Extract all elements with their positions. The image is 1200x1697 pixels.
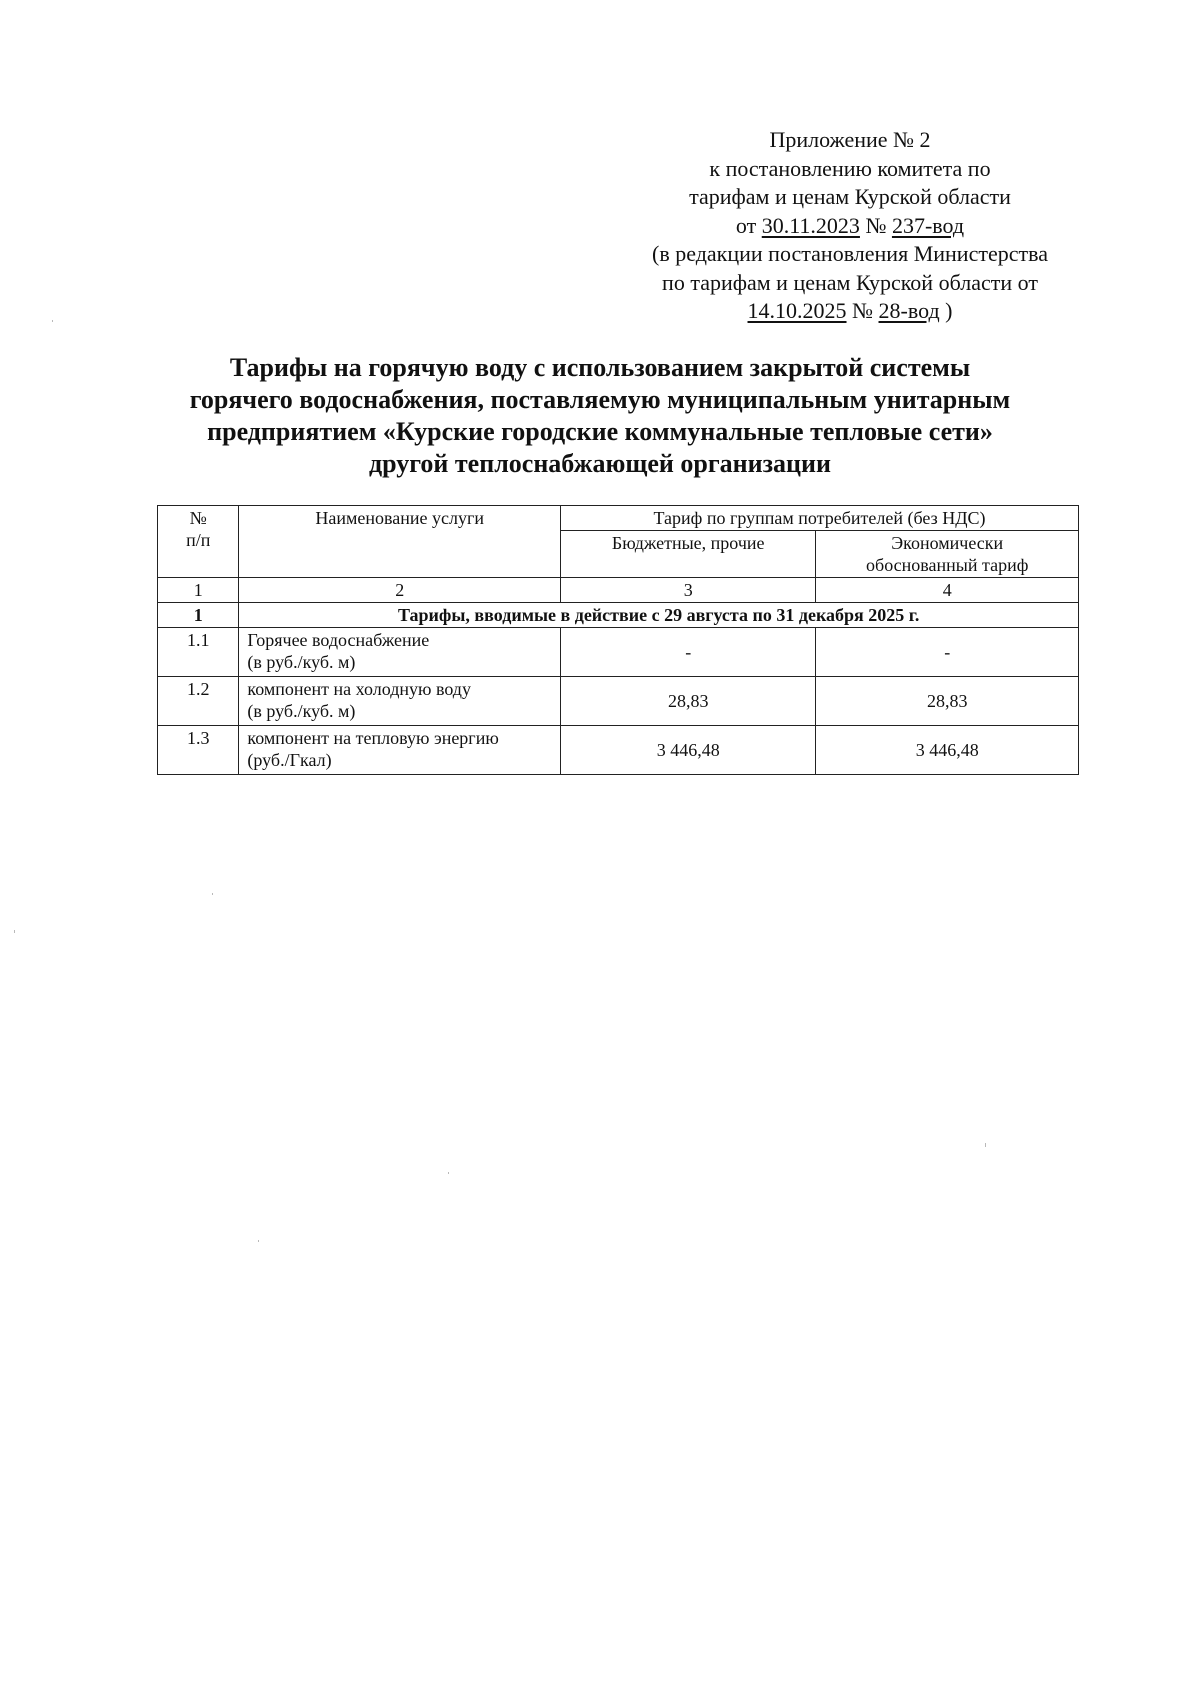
row-num-cell: 1.1 — [158, 628, 239, 677]
header-row — [158, 506, 1079, 531]
row-budget-cell: - — [560, 628, 815, 677]
scan-speck — [985, 1143, 986, 1147]
table-row — [158, 628, 1079, 677]
title-line: другой теплоснабжающей организации — [369, 449, 831, 478]
amendment-number: 28-вод — [878, 298, 940, 323]
appendix-decree-line: от 30.11.2023 № 237-вод — [735, 212, 965, 238]
section-num-cell: 1 — [158, 603, 239, 628]
scan-speck — [258, 1240, 259, 1242]
column-number-cell: 1 — [158, 578, 239, 603]
row-num-cell: 1.2 — [158, 677, 239, 726]
title-line: горячего водоснабжения, поставляемую муниципальным унитарным — [189, 385, 1011, 414]
header-tariff-group-cell: Тариф по группам потребителей (без НДС) — [560, 506, 1078, 531]
header-num-cell: № п/п — [158, 506, 239, 578]
row-name-cell: компонент на холодную воду (в руб./куб. м) — [239, 677, 561, 726]
scan-speck — [52, 320, 53, 322]
row-econ-cell: 3 446,48 — [816, 726, 1079, 775]
column-number-cell: 3 — [560, 578, 815, 603]
appendix-amendment-line: 14.10.2025 № 28-вод ) — [747, 298, 953, 323]
appendix-line: по тарифам и ценам Курской области от — [662, 269, 1038, 295]
row-name-cell: Горячее водоснабжение (в руб./куб. м) — [239, 628, 561, 677]
appendix-block — [620, 126, 1080, 326]
tariff-table — [157, 505, 1079, 775]
row-budget-cell: 28,83 — [560, 677, 815, 726]
document-title — [120, 352, 1080, 480]
column-number-row — [158, 578, 1079, 603]
scan-speck — [448, 1172, 449, 1174]
appendix-line: (в редакции постановления Министерства — [652, 241, 1048, 266]
decree-number: 237-вод — [891, 212, 965, 238]
amendment-date: 14.10.2025 — [747, 298, 847, 323]
scan-speck — [212, 893, 213, 895]
scan-speck — [14, 930, 15, 933]
section-label-cell: Тарифы, вводимые в действие с 29 августа по 31 декабря 2025 г. — [239, 603, 1079, 628]
row-name-cell: компонент на тепловую энергию (руб./Гкал) — [239, 726, 561, 775]
decree-date: 30.11.2023 — [761, 212, 860, 238]
column-number-cell: 2 — [239, 578, 561, 603]
header-econ-cell: Экономически обоснованный тариф — [816, 531, 1079, 578]
row-econ-cell: - — [816, 628, 1079, 677]
title-line: предприятием «Курские городские коммунальные тепловые сети» — [207, 417, 993, 446]
row-num-cell: 1.3 — [158, 726, 239, 775]
header-name-cell: Наименование услуги — [239, 506, 561, 578]
appendix-line: к постановлению комитета по — [709, 155, 991, 181]
title-line: Тарифы на горячую воду с использованием закрытой системы — [229, 353, 971, 382]
column-number-cell: 4 — [816, 578, 1079, 603]
row-econ-cell: 28,83 — [816, 677, 1079, 726]
table-row — [158, 726, 1079, 775]
appendix-line: тарифам и ценам Курской области — [689, 184, 1011, 209]
section-row — [158, 603, 1079, 628]
table-row — [158, 677, 1079, 726]
appendix-title: Приложение № 2 — [769, 127, 931, 152]
row-budget-cell: 3 446,48 — [560, 726, 815, 775]
header-budget-cell: Бюджетные, прочие — [560, 531, 815, 578]
